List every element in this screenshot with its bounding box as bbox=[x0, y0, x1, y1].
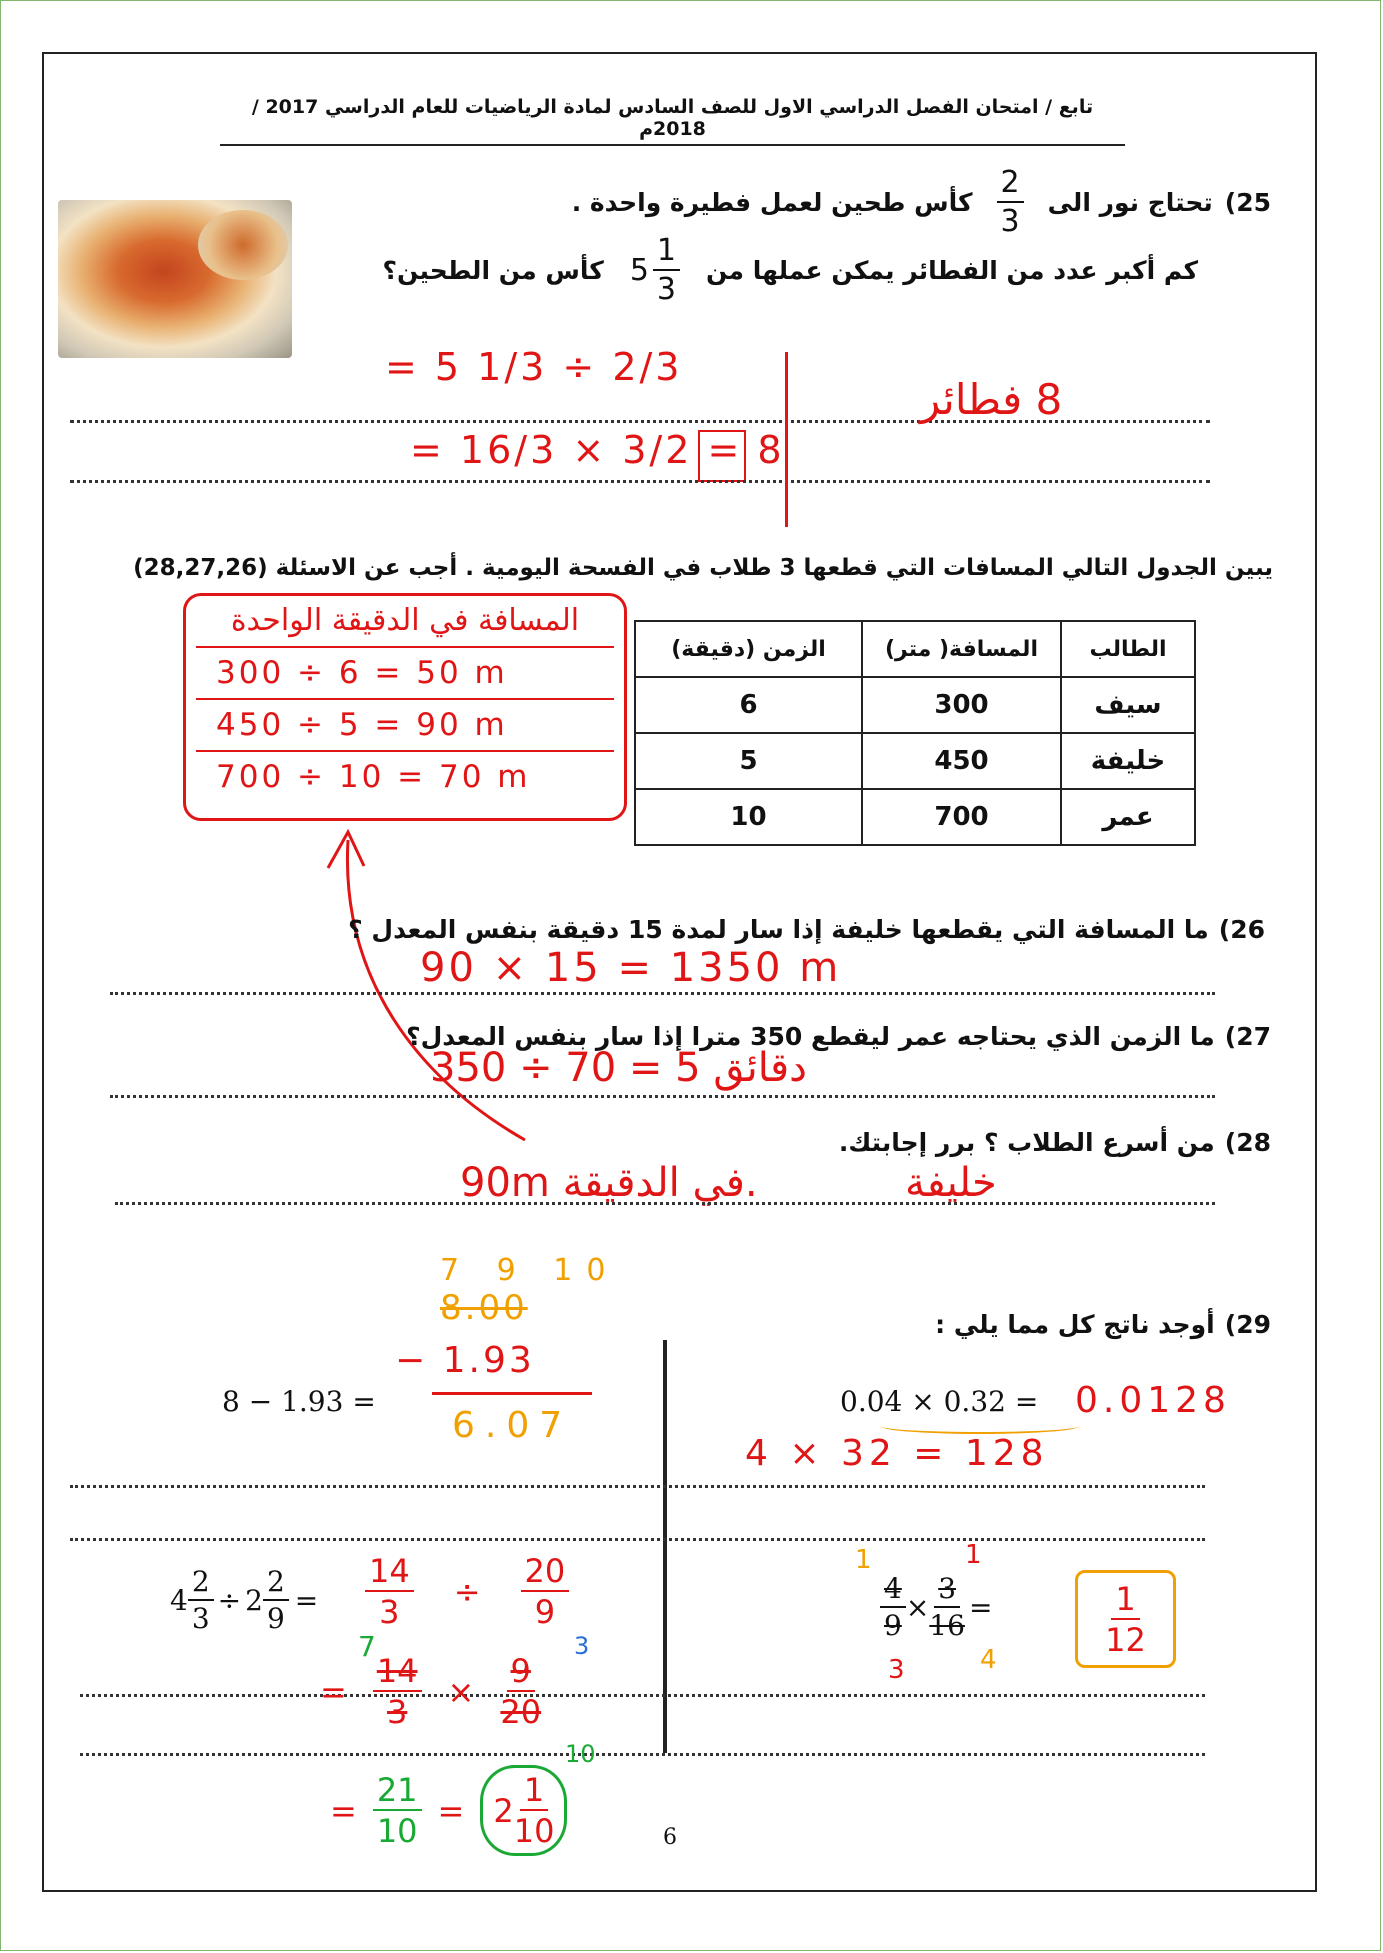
cell-time: 10 bbox=[635, 789, 862, 845]
q29-p2-result: 0.0128 bbox=[1075, 1380, 1231, 1421]
q25-divider bbox=[785, 352, 788, 527]
col-time: الزمن (دقيقة) bbox=[635, 621, 862, 677]
cell-time: 6 bbox=[635, 677, 862, 733]
q29-p2-work: 4 × 32 = 128 bbox=[745, 1433, 1049, 1474]
q29-p1-borrow: 7 9 10 bbox=[440, 1253, 620, 1288]
q25-frac-den: 3 bbox=[1000, 204, 1020, 239]
p4-eq: = bbox=[968, 1591, 993, 1624]
q29-number: 29) bbox=[1224, 1310, 1271, 1339]
q25-frac-num: 2 bbox=[997, 168, 1024, 203]
q27-text: ما الزمن الذي يحتاجه عمر ليقطع 350 مترا إذا سار بنفس المعدل؟ bbox=[406, 1022, 1215, 1051]
q25-fraction bbox=[997, 165, 1024, 239]
q29-divider bbox=[663, 1340, 667, 1753]
cell-time: 5 bbox=[635, 733, 862, 789]
q25-handwriting-line2: = 16/3 × 3/2 = 8 bbox=[410, 428, 785, 472]
q25-handwritten-answer: 8 فطائر bbox=[920, 375, 1063, 424]
q29-p1-subtrahend: − 1.93 bbox=[395, 1340, 535, 1381]
table-row bbox=[635, 789, 1195, 845]
q25-number: 25) bbox=[1224, 188, 1271, 217]
q27-handwriting: 350 ÷ 70 = 5 دقائق bbox=[430, 1045, 807, 1091]
p4-hw-n: 1 bbox=[1111, 1583, 1139, 1620]
p3-hw1-d: 3 bbox=[379, 1593, 400, 1631]
q25-question bbox=[382, 233, 1198, 307]
q29-question bbox=[935, 1310, 1271, 1339]
p4-n2: 3 bbox=[934, 1575, 960, 1608]
p3-op: ÷ bbox=[217, 1584, 242, 1617]
q28-handwriting-name: خليفة bbox=[905, 1160, 997, 1206]
q29-p2-expression: 0.04 × 0.32 = bbox=[840, 1385, 1039, 1418]
q29-p3-expression bbox=[170, 1565, 319, 1635]
q27-answer-line bbox=[110, 1095, 1215, 1098]
q29-line-4a bbox=[80, 1753, 1205, 1756]
p4-frac2 bbox=[929, 1572, 965, 1642]
p3-hw3-n: 14 bbox=[373, 1655, 422, 1692]
p3-hw-cancel-7: 7 bbox=[358, 1630, 376, 1663]
p3-hw3-d: 3 bbox=[386, 1693, 408, 1731]
table-row bbox=[635, 677, 1195, 733]
q29-p1-expression: 8 − 1.93 = bbox=[222, 1385, 376, 1418]
pie-image bbox=[58, 200, 292, 358]
p3-whole2: 2 bbox=[245, 1584, 263, 1617]
p3-whole1: 4 bbox=[170, 1584, 188, 1617]
q29-p4-expression bbox=[880, 1572, 993, 1642]
p3-n2: 2 bbox=[263, 1568, 289, 1601]
p4-cancel-bottom-3: 3 bbox=[888, 1655, 905, 1685]
q25-mixed-den: 3 bbox=[656, 272, 677, 307]
q29-text: أوجد ناتج كل مما يلي : bbox=[935, 1310, 1215, 1339]
q25-mixed-number bbox=[629, 233, 680, 307]
q26-handwriting: 90 × 15 = 1350 m bbox=[420, 945, 842, 991]
q29-p1-result: 6.07 bbox=[452, 1405, 573, 1446]
col-distance: المسافة( متر) bbox=[862, 621, 1061, 677]
q25-answer-line-2 bbox=[70, 480, 1210, 483]
q25-mixed-whole: 5 bbox=[629, 253, 649, 288]
q29-line-1a bbox=[70, 1485, 1205, 1488]
page-number: 6 bbox=[663, 1825, 677, 1850]
p3-d1: 3 bbox=[191, 1602, 210, 1635]
p3-hw-result: = $\frac{21}{10}$ = 2 $\frac{1}{10}$ bbox=[330, 1765, 567, 1856]
q29-line-2a bbox=[70, 1538, 1205, 1541]
cell-name: سيف bbox=[1061, 677, 1195, 733]
p3-hw-mixed-n: 1 bbox=[520, 1774, 548, 1811]
table-row bbox=[635, 733, 1195, 789]
p3-d2: 9 bbox=[266, 1602, 285, 1635]
q25-mixed-frac bbox=[653, 233, 680, 307]
q25-mixed-num: 1 bbox=[653, 236, 680, 271]
q28-answer-line bbox=[115, 1202, 1215, 1205]
q25-answer-box bbox=[698, 430, 746, 482]
p4-cancel-bottom-4: 4 bbox=[980, 1645, 997, 1675]
p3-n1: 2 bbox=[188, 1568, 214, 1601]
hw-rate-header: المسافة في الدقيقة الواحدة bbox=[196, 596, 614, 648]
col-student: الطالب bbox=[1061, 621, 1195, 677]
p3-hw-mixed-d: 10 bbox=[513, 1812, 555, 1850]
hw-rate-box bbox=[183, 593, 627, 821]
q28-handwriting-reason: 90m في الدقيقة. bbox=[460, 1160, 758, 1206]
p3-hw4-n: 9 bbox=[507, 1655, 535, 1692]
p4-d2: 16 bbox=[929, 1609, 965, 1642]
hw-rate-row-2: 450 ÷ 5 = 90 m bbox=[196, 700, 614, 752]
p4-cancel-top-2: 1 bbox=[965, 1540, 982, 1570]
hw-rate-row-1: 300 ÷ 6 = 50 m bbox=[196, 648, 614, 700]
q26-text: ما المسافة التي يقطعها خليفة إذا سار لمدة 15 دقيقة بنفس المعدل ؟ bbox=[348, 915, 1209, 944]
p3-hw4-d: 20 bbox=[500, 1693, 542, 1731]
p4-op: × bbox=[905, 1591, 930, 1624]
q29-line-3a bbox=[80, 1694, 1205, 1697]
p4-d1: 9 bbox=[884, 1609, 902, 1642]
table-header-row bbox=[635, 621, 1195, 677]
p3-hw1-n: 14 bbox=[365, 1555, 414, 1592]
p3-hw2-n: 20 bbox=[521, 1555, 570, 1592]
p3-eq: = bbox=[294, 1584, 319, 1617]
p3-frac1 bbox=[188, 1565, 214, 1635]
p3-hw-res-n: 21 bbox=[373, 1774, 422, 1811]
p3-hw2-d: 9 bbox=[534, 1593, 556, 1631]
q25-handwriting-line1: = 5 1/3 ÷ 2/3 bbox=[385, 345, 683, 389]
q26-answer-line bbox=[110, 992, 1215, 995]
p3-hw-cancel-3: 3 bbox=[574, 1632, 590, 1660]
q29-p1-rule bbox=[432, 1392, 592, 1395]
q25-question-end: كأس من الطحين؟ bbox=[382, 256, 604, 285]
q25-text-b: كأس طحين لعمل فطيرة واحدة . bbox=[571, 188, 973, 217]
q28-text: من أسرع الطلاب ؟ برر إجابتك. bbox=[838, 1128, 1215, 1157]
hw-rate-row-3: 700 ÷ 10 = 70 m bbox=[216, 759, 531, 795]
p4-hw-d: 12 bbox=[1105, 1620, 1146, 1659]
q29-p1-top: 8.00 bbox=[440, 1288, 528, 1328]
p3-hw-res-d: 10 bbox=[376, 1812, 418, 1850]
p3-hw-step1: $\frac{14}{3}$ ÷ $\frac{20}{9}$ bbox=[365, 1555, 569, 1628]
exam-header: تابع / امتحان الفصل الدراسي الاول للصف السادس لمادة الرياضيات للعام الدراسي 2017 / 2018م bbox=[220, 96, 1125, 146]
q28-question bbox=[839, 1128, 1271, 1157]
q27-number: 27) bbox=[1224, 1022, 1271, 1051]
q25-line1 bbox=[571, 165, 1271, 239]
distance-table bbox=[634, 620, 1196, 846]
cell-distance: 700 bbox=[862, 789, 1061, 845]
p4-answer-box bbox=[1075, 1570, 1176, 1668]
cell-distance: 450 bbox=[862, 733, 1061, 789]
q25-question-text: كم أكبر عدد من الفطائر يمكن عملها من bbox=[706, 256, 1198, 285]
table-intro: يبين الجدول التالي المسافات التي قطعها 3 طلاب في الفسحة اليومية . أجب عن الاسئلة (28,27,26) bbox=[133, 555, 1273, 581]
p3-hw-ten: 10 bbox=[565, 1740, 596, 1768]
q26-number: 26) bbox=[1218, 915, 1265, 944]
q26-question bbox=[348, 915, 1265, 944]
q29-p2-underline bbox=[880, 1418, 1080, 1434]
cell-name: عمر bbox=[1061, 789, 1195, 845]
cell-name: خليفة bbox=[1061, 733, 1195, 789]
q28-number: 28) bbox=[1224, 1128, 1271, 1157]
p3-hw-step2: = $\frac{14}{3}$ × $\frac{9}{20}$ bbox=[320, 1652, 542, 1731]
cell-distance: 300 bbox=[862, 677, 1061, 733]
q25-text-a: تحتاج نور الى bbox=[1047, 188, 1213, 217]
p4-frac1 bbox=[880, 1572, 906, 1642]
p3-frac2 bbox=[263, 1565, 289, 1635]
p4-cancel-top-1: 1 bbox=[855, 1545, 872, 1575]
p3-hw-mixed-whole: 2 bbox=[493, 1791, 514, 1830]
p4-n1: 4 bbox=[880, 1575, 906, 1608]
